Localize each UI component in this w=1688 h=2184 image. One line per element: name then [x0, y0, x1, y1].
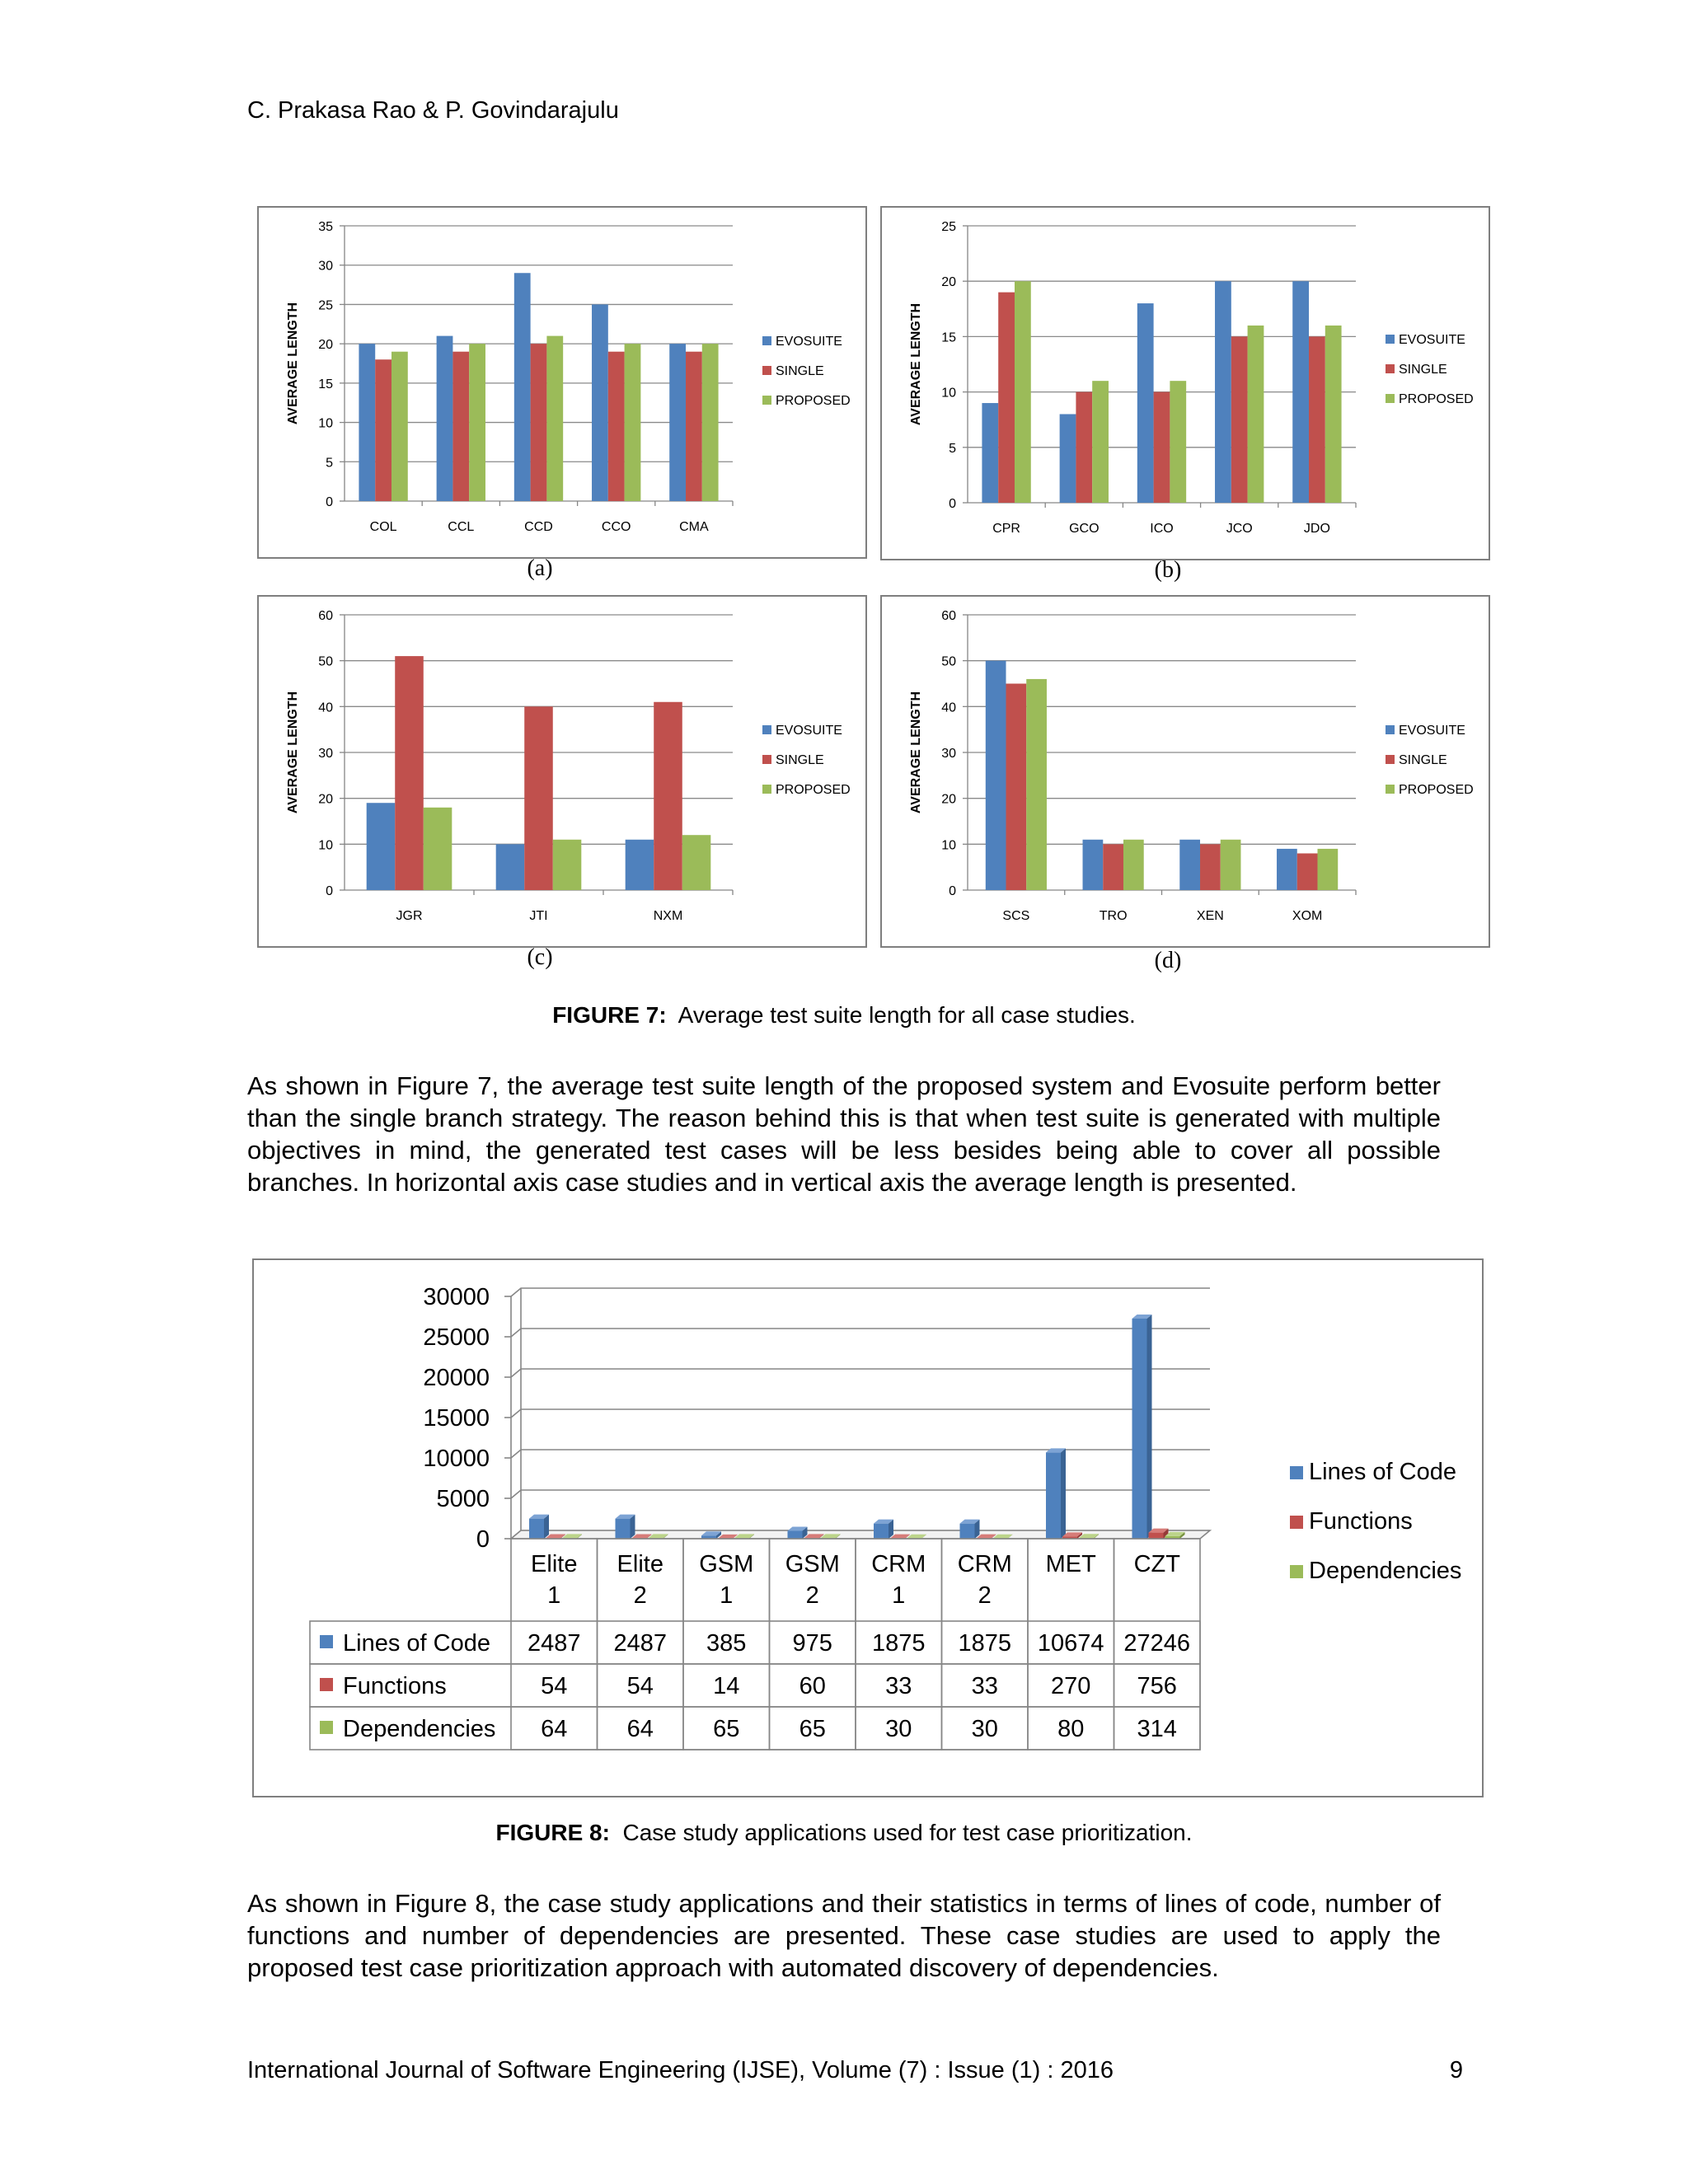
bar-proposed-scs	[1026, 679, 1047, 890]
y-axis-label: AVERAGE LENGTH	[286, 302, 300, 425]
bar-evosuite-jgr	[367, 803, 396, 890]
bar-single-jti	[524, 706, 553, 890]
bar-proposed-tro	[1123, 840, 1144, 890]
legend-swatch-single	[762, 755, 771, 764]
table-legend-swatch	[320, 1678, 333, 1691]
legend-swatch	[1290, 1516, 1303, 1529]
figure8-caption	[247, 1820, 1441, 1846]
legend-label-single: SINGLE	[776, 753, 824, 767]
legend-swatch-evosuite	[1386, 725, 1395, 734]
x-tick-label: CCD	[524, 520, 553, 534]
paragraph-1: As shown in Figure 7, the average test suite length of the proposed system and Evosuite perform better than the single branch strategy. The reason behind this is that when test suite is generated with multiple objectives in mind, the generated test cases will be less besides being able to cover all possible branches. In horizontal axis case studies and in vertical axis the average length is presented.	[247, 1071, 1441, 1197]
bar-single-scs	[1006, 684, 1027, 891]
legend-label: Lines of Code	[1309, 1459, 1456, 1485]
table-cell: 65	[799, 1716, 826, 1742]
table-cell: 2487	[527, 1630, 581, 1657]
x-tick-label: TRO	[1099, 909, 1128, 923]
table-cell: 10674	[1037, 1630, 1104, 1657]
running-header: C. Prakasa Rao & P. Govindarajulu	[247, 97, 619, 124]
bar-proposed-jgr	[424, 808, 452, 890]
table-cell: 756	[1137, 1673, 1177, 1699]
y-tick-label: 10	[941, 838, 956, 853]
bar-side	[1147, 1315, 1152, 1539]
bar-evosuite-jdo	[1292, 281, 1309, 503]
chart-b	[882, 208, 1489, 559]
bar-evosuite-col	[359, 344, 375, 501]
table-cell: 64	[541, 1716, 568, 1742]
y-tick-label: 25	[318, 298, 333, 313]
bar-proposed-gco	[1092, 381, 1109, 503]
legend-swatch	[1290, 1466, 1303, 1479]
bar-evosuite-cma	[669, 344, 686, 501]
legend-swatch-single	[762, 366, 771, 375]
table-cell: 65	[713, 1716, 740, 1742]
legend-label-evosuite: EVOSUITE	[1399, 724, 1465, 738]
bar-proposed-ccl	[469, 344, 485, 501]
bar-proposed-cma	[702, 344, 719, 501]
legend-swatch-proposed	[1386, 785, 1395, 794]
bar-front-lines-of-code	[529, 1519, 544, 1539]
bar-single-gco	[1076, 392, 1092, 503]
table-header: 2	[978, 1582, 992, 1609]
table-row-label: Lines of Code	[343, 1630, 490, 1657]
bar-proposed-col	[392, 352, 408, 501]
y-axis-label: AVERAGE LENGTH	[286, 691, 300, 814]
y-tick-label: 0	[949, 884, 956, 898]
bar-evosuite-xen	[1179, 840, 1200, 890]
table-cell: 14	[713, 1673, 740, 1699]
bar-evosuite-nxm	[626, 840, 654, 890]
page-number: 9	[1449, 2057, 1463, 2083]
table-cell: 80	[1057, 1716, 1085, 1742]
x-tick-label: XOM	[1292, 909, 1323, 923]
x-tick-label: XEN	[1196, 909, 1224, 923]
bar-side	[544, 1515, 549, 1539]
y-tick-label: 25	[941, 220, 956, 234]
gridline	[511, 1288, 1210, 1296]
x-tick-label: CPR	[992, 522, 1020, 536]
legend-label-proposed: PROPOSED	[1399, 783, 1474, 797]
y-tick-label: 5	[949, 441, 956, 456]
x-tick-label: JDO	[1303, 522, 1330, 536]
bar-front-lines-of-code	[1132, 1319, 1147, 1539]
legend-label-evosuite: EVOSUITE	[776, 335, 842, 349]
chart-panel-a	[257, 206, 867, 559]
x-tick-label: GCO	[1069, 522, 1100, 536]
x-tick-label: CCL	[448, 520, 475, 534]
table-cell: 30	[885, 1716, 912, 1742]
bar-front-lines-of-code	[1046, 1452, 1061, 1539]
table-cell: 975	[792, 1630, 832, 1657]
bar-evosuite-cco	[592, 304, 608, 501]
table-header: CZT	[1133, 1551, 1180, 1577]
table-cell: 1875	[958, 1630, 1012, 1657]
x-tick-label: CMA	[679, 520, 709, 534]
table-header: 2	[633, 1582, 647, 1609]
y-axis-label: AVERAGE LENGTH	[909, 691, 923, 814]
bar-single-jco	[1231, 336, 1248, 503]
sublabel-a: (a)	[527, 555, 553, 581]
chart-panel-b	[880, 206, 1490, 560]
bar-proposed-nxm	[682, 835, 711, 890]
table-cell: 33	[885, 1673, 912, 1699]
y-tick-label: 10	[941, 386, 956, 401]
y-tick-label: 40	[318, 701, 333, 715]
figure8-caption-label: FIGURE 8:	[495, 1820, 610, 1845]
table-header: CRM	[957, 1551, 1012, 1577]
chart-c	[259, 597, 865, 946]
bar-proposed-jco	[1248, 326, 1264, 503]
y-tick-label: 10000	[423, 1446, 490, 1472]
table-legend-swatch	[320, 1721, 333, 1734]
legend-swatch-proposed	[762, 785, 771, 794]
table-header: Elite	[531, 1551, 578, 1577]
table-cell: 30	[971, 1716, 998, 1742]
legend-label-single: SINGLE	[1399, 363, 1447, 377]
legend-swatch-single	[1386, 755, 1395, 764]
x-tick-label: CCO	[601, 520, 631, 534]
legend-swatch-evosuite	[762, 725, 771, 734]
bar-single-cpr	[998, 293, 1015, 503]
y-tick-label: 40	[941, 701, 956, 715]
bar-single-ccd	[531, 344, 547, 501]
y-tick-label: 10	[318, 838, 333, 853]
bar-proposed-jti	[553, 840, 582, 890]
table-cell: 2487	[613, 1630, 668, 1657]
figure7-caption-label: FIGURE 7:	[552, 1002, 667, 1028]
x-tick-label: ICO	[1150, 522, 1174, 536]
table-header: MET	[1045, 1551, 1096, 1577]
x-tick-label: COL	[369, 520, 397, 534]
bar-front-lines-of-code	[960, 1524, 975, 1539]
y-tick-label: 0	[326, 495, 333, 509]
y-axis-label: AVERAGE LENGTH	[909, 302, 923, 426]
bar-front-functions	[1149, 1533, 1164, 1539]
bar-single-xen	[1200, 844, 1221, 890]
legend-swatch	[1290, 1565, 1303, 1578]
table-cell: 60	[799, 1673, 826, 1699]
y-tick-label: 0	[949, 497, 956, 511]
figure8-caption-text: Case study applications used for test case prioritization.	[622, 1820, 1193, 1845]
chart-d	[882, 597, 1489, 946]
y-tick-label: 20	[318, 792, 333, 807]
bar-evosuite-ccl	[437, 336, 453, 501]
table-header: 1	[720, 1582, 734, 1609]
bar-proposed-jdo	[1325, 326, 1342, 503]
table-cell: 64	[626, 1716, 654, 1742]
sublabel-c: (c)	[527, 944, 553, 970]
table-header: GSM	[785, 1551, 840, 1577]
x-tick-label: JTI	[529, 909, 548, 923]
table-header: GSM	[699, 1551, 754, 1577]
bar-single-jdo	[1309, 336, 1325, 503]
table-cell: 270	[1051, 1673, 1091, 1699]
y-tick-label: 5000	[436, 1486, 490, 1512]
sublabel-d: (d)	[1154, 948, 1182, 973]
y-tick-label: 20	[941, 792, 956, 807]
y-tick-label: 35	[318, 220, 333, 234]
bar-evosuite-ico	[1137, 303, 1154, 503]
y-tick-label: 5	[326, 456, 333, 471]
y-tick-label: 30	[318, 747, 333, 761]
bar-single-ccl	[452, 352, 469, 501]
bar-evosuite-scs	[986, 661, 1006, 890]
y-tick-label: 20000	[423, 1365, 490, 1391]
bar-proposed-ico	[1170, 381, 1186, 503]
y-tick-label: 30	[941, 747, 956, 761]
y-tick-label: 25000	[423, 1324, 490, 1351]
bar-single-cco	[608, 352, 625, 501]
y-tick-label: 10	[318, 416, 333, 431]
bar-evosuite-jti	[496, 844, 525, 890]
bar-side	[631, 1515, 635, 1539]
y-tick-label: 0	[326, 884, 333, 898]
gridline	[511, 1450, 1210, 1458]
bar-proposed-cco	[625, 344, 641, 501]
bar-evosuite-xom	[1277, 849, 1297, 890]
gridline	[511, 1490, 1210, 1498]
table-header: 1	[892, 1582, 906, 1609]
y-tick-label: 0	[476, 1526, 490, 1553]
bar-proposed-xen	[1221, 840, 1241, 890]
legend-swatch-evosuite	[762, 336, 771, 345]
figure7-caption-text: Average test suite length for all case studies.	[678, 1002, 1136, 1028]
chart-a	[259, 208, 865, 557]
x-tick-label: JCO	[1226, 522, 1253, 536]
legend-swatch-single	[1386, 364, 1395, 373]
bar-side	[1061, 1448, 1066, 1539]
legend-label-evosuite: EVOSUITE	[1399, 333, 1465, 347]
bar-evosuite-gco	[1060, 414, 1076, 503]
bar-single-tro	[1103, 844, 1123, 890]
legend-label-single: SINGLE	[1399, 753, 1447, 767]
bar-evosuite-tro	[1083, 840, 1104, 890]
bar-single-nxm	[654, 702, 682, 890]
bar-evosuite-jco	[1215, 281, 1231, 503]
y-tick-label: 20	[941, 275, 956, 290]
chart-fig8	[254, 1260, 1482, 1796]
footer-journal: International Journal of Software Engineering (IJSE), Volume (7) : Issue (1) : 2016	[247, 2057, 1114, 2083]
bar-single-ico	[1154, 392, 1170, 503]
table-header: Elite	[617, 1551, 663, 1577]
gridline	[511, 1369, 1210, 1377]
chart-panel-d	[880, 595, 1490, 948]
legend-label-proposed: PROPOSED	[776, 394, 851, 408]
table-cell: 54	[541, 1673, 568, 1699]
bar-front-lines-of-code	[874, 1524, 889, 1539]
chart-panel-fig8	[252, 1258, 1484, 1797]
table-header: CRM	[871, 1551, 926, 1577]
y-tick-label: 15	[941, 330, 956, 345]
chart-panel-c	[257, 595, 867, 948]
table-legend-swatch	[320, 1635, 333, 1648]
table-header: 1	[547, 1582, 561, 1609]
bar-single-xom	[1297, 853, 1318, 890]
y-tick-label: 60	[318, 609, 333, 623]
x-tick-label: JGR	[396, 909, 423, 923]
bar-single-col	[375, 359, 392, 501]
sublabel-b: (b)	[1154, 557, 1182, 583]
table-cell: 1875	[871, 1630, 926, 1657]
table-cell: 385	[706, 1630, 747, 1657]
y-tick-label: 30	[318, 259, 333, 274]
table-cell: 27246	[1123, 1630, 1191, 1657]
legend-swatch-proposed	[762, 396, 771, 405]
bar-evosuite-cpr	[982, 403, 998, 503]
bar-single-cma	[686, 352, 702, 501]
legend-label-proposed: PROPOSED	[1399, 392, 1474, 406]
paragraph-2: As shown in Figure 8, the case study applications and their statistics in terms of lines of code, number of functions and number of dependencies are presented. These case studies are used to apply the proposed test case prioritization approach with automated discovery of dependencies.	[247, 1889, 1441, 1982]
y-tick-label: 50	[941, 654, 956, 669]
table-cell: 54	[626, 1673, 654, 1699]
table-cell: 314	[1137, 1716, 1177, 1742]
y-tick-label: 20	[318, 338, 333, 353]
gridline	[511, 1409, 1210, 1418]
legend-label-evosuite: EVOSUITE	[776, 724, 842, 738]
bar-front-lines-of-code	[788, 1530, 803, 1539]
legend-label: Functions	[1309, 1508, 1413, 1535]
x-tick-label: SCS	[1002, 909, 1030, 923]
legend-label: Dependencies	[1309, 1558, 1462, 1584]
bar-proposed-xom	[1317, 849, 1338, 890]
y-tick-label: 50	[318, 654, 333, 669]
legend-label-single: SINGLE	[776, 364, 824, 378]
y-tick-label: 15	[318, 377, 333, 391]
bar-front-lines-of-code	[616, 1519, 631, 1539]
y-tick-label: 30000	[423, 1284, 490, 1310]
x-tick-label: NXM	[653, 909, 683, 923]
figure7-caption	[247, 1002, 1441, 1029]
bar-proposed-ccd	[546, 336, 563, 501]
legend-swatch-evosuite	[1386, 335, 1395, 344]
table-row-label: Dependencies	[343, 1716, 496, 1742]
bar-single-jgr	[395, 656, 424, 890]
table-cell: 33	[971, 1673, 998, 1699]
bar-evosuite-ccd	[514, 273, 531, 501]
bar-proposed-cpr	[1015, 281, 1031, 503]
legend-label-proposed: PROPOSED	[776, 783, 851, 797]
y-tick-label: 60	[941, 609, 956, 623]
legend-swatch-proposed	[1386, 394, 1395, 403]
table-row-label: Functions	[343, 1673, 447, 1699]
gridline	[511, 1329, 1210, 1337]
table-header: 2	[805, 1582, 819, 1609]
y-tick-label: 15000	[423, 1405, 490, 1432]
